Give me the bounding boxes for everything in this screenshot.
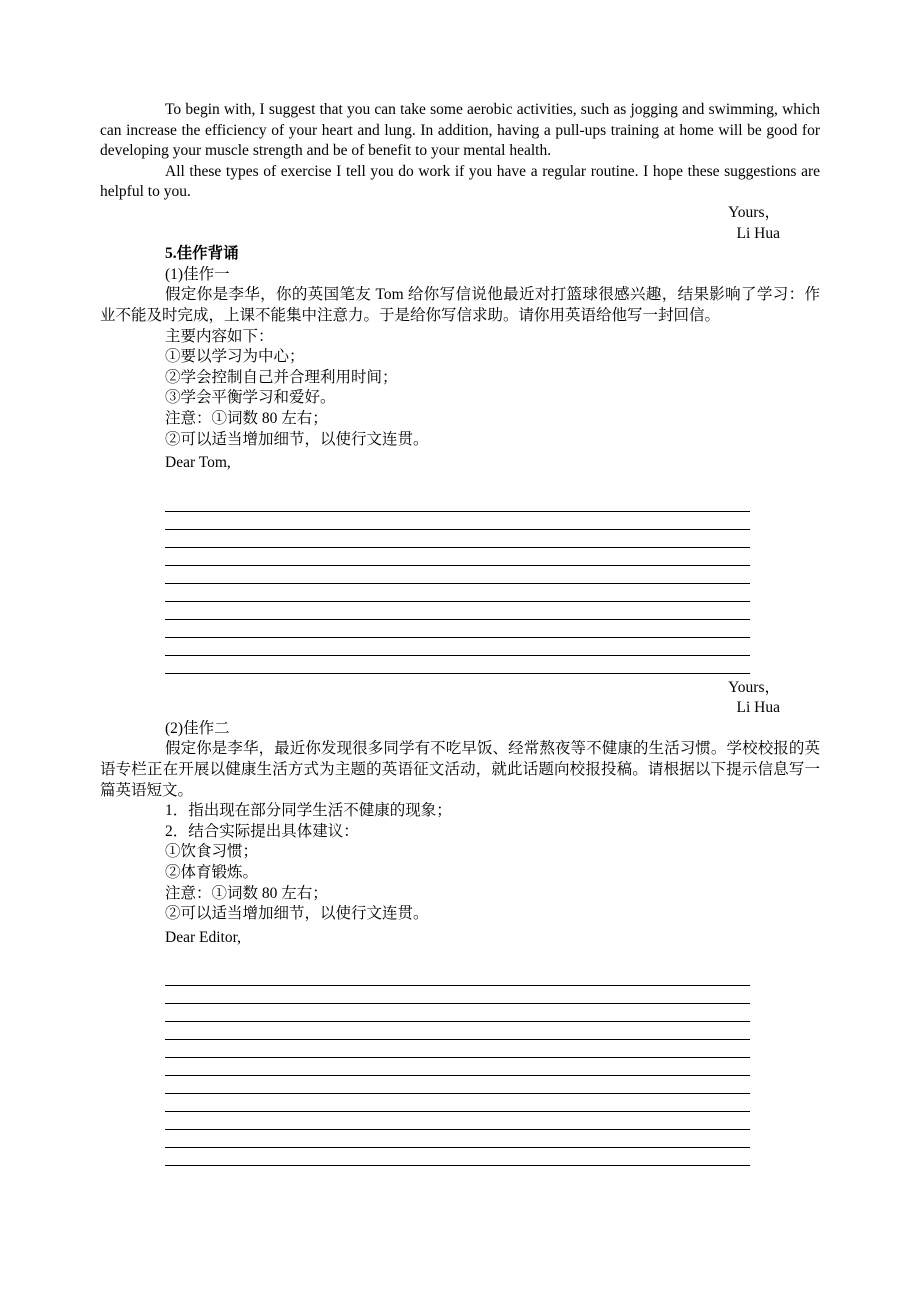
answer-line xyxy=(165,656,750,674)
answer-line xyxy=(165,968,750,986)
intro-paragraph-1: To begin with, I suggest that you can take some aerobic activities, such as jogging and swimming, which can increase the efficiency of your heart and lung. In addition, having a pull-ups training at home will be good for developing your muscle strength and be of benefit to your mental health. xyxy=(100,101,820,160)
essay1-note-1: 注意：①词数 80 左右； xyxy=(165,409,328,427)
essay2-prompt: 假定你是李华，最近你发现很多同学有不吃早饭、经常熬夜等不健康的生活习惯。学校校报的英语专栏正在开展以健康生活方式为主题的英语征文活动，就此话题向校报投稿。请根据以下提示信息写一篇英语短文。 xyxy=(100,740,820,799)
signature-block-2 xyxy=(100,678,820,719)
answer-line xyxy=(165,1094,750,1112)
answer-line xyxy=(165,494,750,512)
essay1-point-3: ③学会平衡学习和爱好。 xyxy=(165,389,336,407)
answer-line xyxy=(165,1112,750,1130)
answer-line xyxy=(165,584,750,602)
essay2-note-1: 注意：①词数 80 左右； xyxy=(165,884,328,902)
answer-line xyxy=(165,1130,750,1148)
answer-line xyxy=(165,1004,750,1022)
essay2-point-4: ②体育锻炼。 xyxy=(165,864,259,882)
essay2-note-2: ②可以适当增加细节，以使行文连贯。 xyxy=(165,905,429,923)
essay1-point-1: ①要以学习为中心； xyxy=(165,348,305,366)
answer-line xyxy=(165,620,750,638)
essay1-subtitle: (1)佳作一 xyxy=(165,265,230,283)
answer-line xyxy=(165,602,750,620)
signature-yours: Yours， xyxy=(728,678,780,696)
answer-line xyxy=(165,530,750,548)
answer-line xyxy=(165,1022,750,1040)
essay1-answer-lines xyxy=(100,474,820,678)
section-heading: 5.佳作背诵 xyxy=(165,245,239,263)
essay2-point-3: ①饮食习惯； xyxy=(165,843,259,861)
essay2-point-2: 2．结合实际提出具体建议： xyxy=(165,822,359,840)
signature-name: Li Hua xyxy=(736,699,780,717)
signature-name: Li Hua xyxy=(736,224,780,242)
essay1-prompt: 假定你是李华，你的英国笔友 Tom 给你写信说他最近对打篮球很感兴趣，结果影响了学习：作业不能及时完成，上课不能集中注意力。于是给你写信求助。请你用英语给他写一封回信。 xyxy=(100,286,820,324)
signature-block-1 xyxy=(100,203,820,244)
essay1-note-2: ②可以适当增加细节，以使行文连贯。 xyxy=(165,430,429,448)
answer-line xyxy=(165,566,750,584)
essay2-salutation: Dear Editor, xyxy=(165,928,241,946)
essay1-point-2: ②学会控制自己并合理利用时间； xyxy=(165,368,398,386)
answer-line xyxy=(165,1040,750,1058)
answer-line xyxy=(165,548,750,566)
essay1-salutation: Dear Tom, xyxy=(165,454,231,472)
essay2-point-1: 1．指出现在部分同学生活不健康的现象； xyxy=(165,802,452,820)
signature-yours: Yours， xyxy=(728,203,780,221)
answer-line xyxy=(165,1058,750,1076)
answer-line xyxy=(165,638,750,656)
answer-line xyxy=(165,986,750,1004)
essay2-answer-lines xyxy=(100,948,820,1170)
answer-line xyxy=(165,1148,750,1166)
answer-line xyxy=(165,1076,750,1094)
essay2-subtitle: (2)佳作二 xyxy=(165,719,230,737)
answer-line xyxy=(165,512,750,530)
intro-paragraph-2: All these types of exercise I tell you do work if you have a regular routine. I hope these suggestions are helpful to you. xyxy=(100,162,820,201)
essay1-content-intro: 主要内容如下： xyxy=(165,327,274,345)
